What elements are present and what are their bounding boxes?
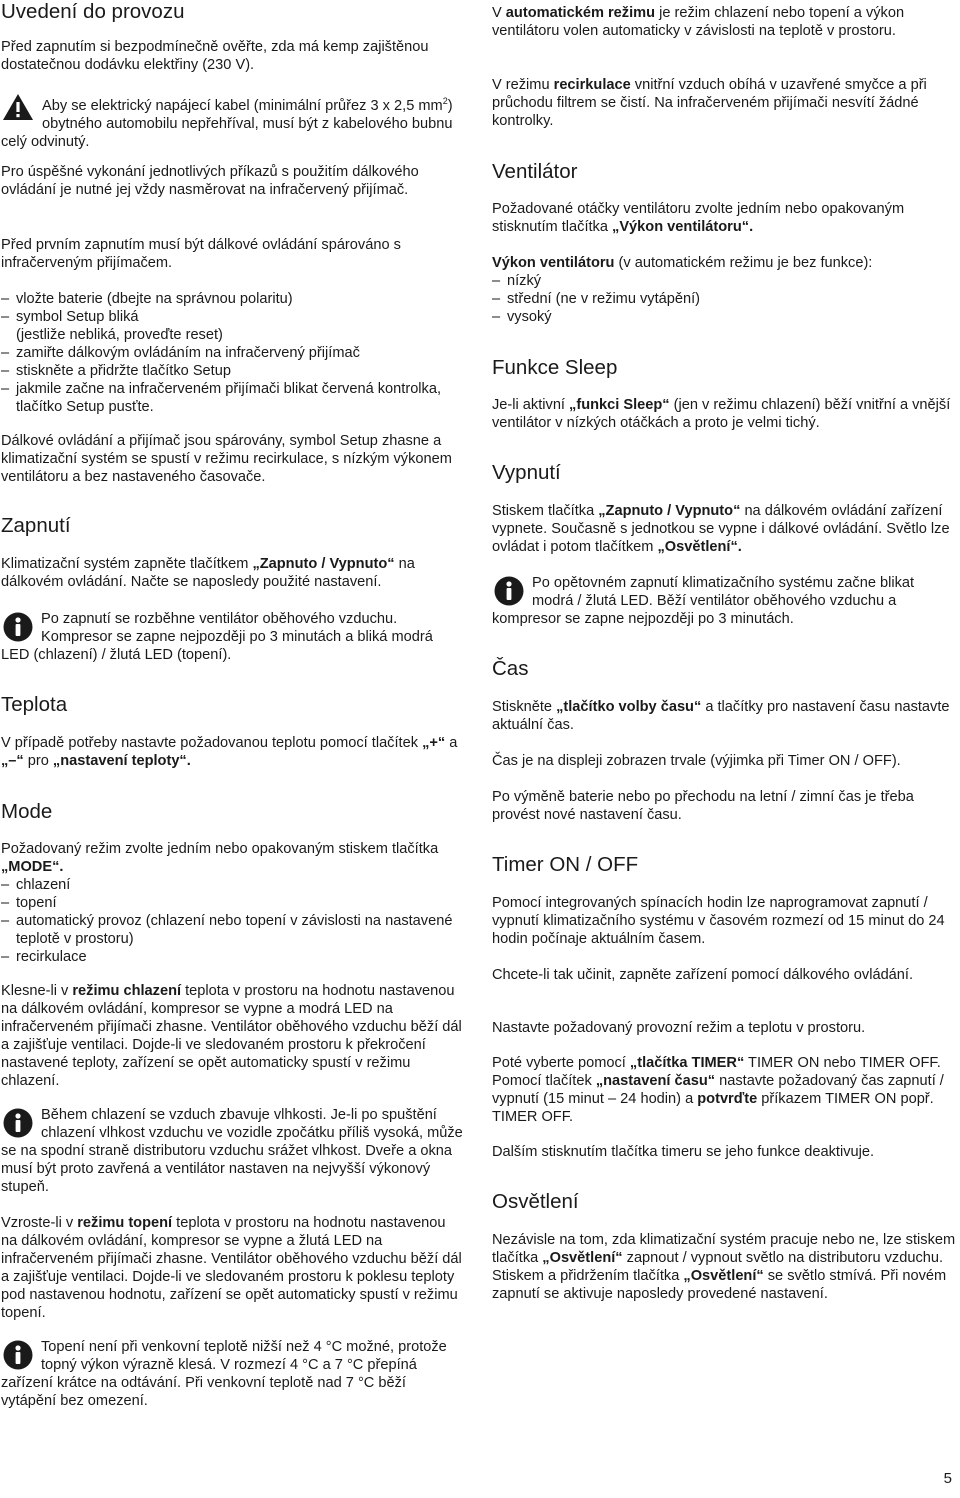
info-icon — [3, 1108, 33, 1138]
zapnuti-info: Po zapnutí se rozběhne ventilátor oběhového vzduchu. Kompresor se zapne nejpozději po 3 minutách a bliká modrá LED (chlazení) / žlutá LED (topení). — [1, 611, 433, 663]
uvedeni-paragraph-3: Před prvním zapnutím musí být dálkové ovládání spárováno s infračerveným přijímačem. — [1, 237, 401, 271]
list-item: – jakmile začne na infračerveném přijímači blikat červená kontrolka, tlačítko Setup pusťte. — [1, 381, 442, 415]
warning-icon — [2, 93, 34, 121]
mode-paragraph-cooling: Klesne-li v režimu chlazení teplota v prostoru na hodnotu nastavenou na dálkovém ovládání, kompresor se vypne a modrá LED na infračerveném přijímači zhasne. Ventilátor oběhového vzduchu běží dál a zajišťuje ventilaci. Dojde-li ve sledovaném prostoru k překročení nastavené teploty, zařízení se opět automaticky spustí v režimu chlazení. — [1, 983, 462, 1089]
ventilator-paragraph-1: Požadované otáčky ventilátoru zvolte jedním nebo opakovaným stisknutím tlačítka „Výkon ventilátoru“. — [492, 201, 905, 235]
setup-steps-list — [1, 290, 463, 416]
uvedeni-paragraph-4: Dálkové ovládání a přijímač jsou spárovány, symbol Setup zhasne a klimatizační systém se spustí v režimu recirkulace, s nízkým výkonem ventilátoru a bez nastaveného časovače. — [1, 433, 452, 485]
page-number: 5 — [943, 1470, 952, 1487]
heading-zapnuti: Zapnutí — [1, 514, 71, 537]
mode-paragraph-heating: Vzroste-li v režimu topení teplota v prostoru na hodnotu nastavenou na dálkovém ovládání, kompresor se vypne a žlutá LED na infračerveném přijímači zhasne. Ventilátor oběhového vzduchu běží dál a zajišťuje ventilaci. Dojde-li ve sledovaném prostoru k poklesu teploty pod nastavenou hodnotu, zařízení se opět automaticky spustí v režimu topení. — [1, 1215, 462, 1321]
list-item: – střední (ne v režimu vytápění) — [492, 291, 701, 307]
list-item: – automatický provoz (chlazení nebo topení v závislosti na nastavené teplotě v prostoru) — [1, 913, 453, 947]
heading-cas: Čas — [492, 657, 529, 680]
cas-paragraph-3: Po výměně baterie nebo po přechodu na letní / zimní čas je třeba provést nové nastavení času. — [492, 789, 914, 823]
list-item: – symbol Setup bliká — [1, 309, 139, 325]
uvedeni-paragraph-1: Před zapnutím si bezpodmínečně ověřte, zda má kemp zajištěnou dostatečnou dodávku elektřiny (230 V). — [1, 39, 429, 73]
heading-teplota: Teplota — [1, 693, 68, 716]
heading-ventilator: Ventilátor — [492, 160, 578, 183]
list-item: – vložte baterie (dbejte na správnou polaritu) — [1, 291, 293, 307]
timer-paragraph-2: Chcete-li tak učinit, zapněte zařízení pomocí dálkového ovládání. — [492, 967, 914, 983]
mode-paragraph-1: Požadovaný režim zvolte jedním nebo opakovaným stiskem tlačítka „MODE“. — [1, 841, 439, 875]
heading-timer: Timer ON / OFF — [492, 853, 639, 876]
vypnuti-paragraph: Stiskem tlačítka „Zapnuto / Vypnuto“ na dálkovém ovládání zařízení vypnete. Současně s jednotkou se vypne i dálkové ovládání. Světlo lze ovládat i potom tlačítkem „Osvětlení“. — [492, 503, 950, 555]
info-icon — [3, 612, 33, 642]
vypnuti-info: Po opětovném zapnutí klimatizačního systému začne blikat modrá / žlutá LED. Běží ventilátor oběhového vzduchu a kompresor se zapne nejpozději po 3 minutách. — [492, 575, 915, 627]
list-item: – vysoký — [492, 309, 552, 325]
list-item: – topení — [1, 895, 57, 911]
sleep-paragraph: Je-li aktivní „funkci Sleep“ (jen v režimu chlazení) běží vnitřní a vnější ventilátor v nízkých otáčkách a proto je velmi tichý. — [492, 397, 951, 431]
list-item: – recirkulace — [1, 949, 87, 965]
timer-paragraph-3: Nastavte požadovaný provozní režim a teplotu v prostoru. — [492, 1020, 866, 1036]
timer-paragraph-1: Pomocí integrovaných spínacích hodin lze naprogramovat zapnutí / vypnutí klimatizačního systému v časovém rozmezí od 15 minut do 24 hodin počínaje aktuálním časem. — [492, 895, 945, 947]
heading-mode: Mode — [1, 800, 53, 823]
mode-list — [1, 876, 463, 966]
recirculation-paragraph: V režimu recirkulace vnitřní vzduch obíhá v uzavřené smyčce a při průchodu filtrem se čistí. Na infračerveném přijímači nesvítí žádné kontrolky. — [492, 77, 927, 129]
list-item: – chlazení — [1, 877, 71, 893]
heading-uvedeni: Uvedení do provozu — [1, 0, 185, 23]
list-item: – zamiřte dálkovým ovládáním na infračervený přijímač — [1, 345, 360, 361]
cas-paragraph-2: Čas je na displeji zobrazen trvale (výjimka při Timer ON / OFF). — [492, 753, 901, 769]
teplota-paragraph: V případě potřeby nastavte požadovanou teplotu pomocí tlačítek „+“ a „–“ pro „nastavení teploty“. — [1, 735, 458, 769]
warning-text-b: ) obytného automobilu nepřehříval, musí být z kabelového bubnu celý odvinutý. — [1, 97, 453, 150]
timer-paragraph-4: Poté vyberte pomocí „tlačítka TIMER“ TIMER ON nebo TIMER OFF. Pomocí tlačítek „nastavení času“ nastavte požadovaný čas zapnutí / vypnutí (15 minut – 24 hodin) a potvrďte příkazem TIMER ON popř. TIMER OFF. — [492, 1055, 944, 1125]
zapnuti-paragraph: Klimatizační systém zapněte tlačítkem „Zapnuto / Vypnuto“ na dálkovém ovládání. Načte se naposledy použité nastavení. — [1, 556, 415, 590]
fan-speed-list — [492, 272, 956, 326]
ventilator-paragraph-2: Výkon ventilátoru (v automatickém režimu je bez funkce): — [492, 255, 873, 271]
mode-info-humidity: Během chlazení se vzduch zbavuje vlhkosti. Je-li po spuštění chlazení vlhkost vzduchu ve vozidle zpočátku příliš vysoká, může se na spodní straně distributoru vzduchu srážet vlhkost. Dveře a okna musí být proto zavřená a ventilátor nastaven na nejvyšší výkonový stupeň. — [1, 1107, 463, 1195]
info-icon — [3, 1340, 33, 1370]
list-item: (jestliže nebliká, proveďte reset) — [16, 327, 223, 343]
warning-superscript: 2 — [442, 96, 448, 106]
warning-text-a: Aby se elektrický napájecí kabel (minimální průřez 3 x 2,5 mm — [42, 97, 443, 114]
list-item: – stiskněte a přidržte tlačítko Setup — [1, 363, 231, 379]
uvedeni-paragraph-2: Pro úspěšné vykonání jednotlivých příkazů s použitím dálkového ovládání je nutné jej vždy nasměrovat na infračervený přijímač. — [1, 164, 419, 198]
heading-sleep: Funkce Sleep — [492, 356, 618, 379]
cas-paragraph-1: Stiskněte „tlačítko volby času“ a tlačítky pro nastavení času nastavte aktuální čas. — [492, 699, 950, 733]
mode-info-heating: Topení není při venkovní teplotě nižší než 4 °C možné, protože topný výkon výrazně klesá. V rozmezí 4 °C a 7 °C přepíná zařízení krátce na odtávání. Při venkovní teplotě nad 7 °C běží vytápění bez omezení. — [1, 1339, 447, 1409]
auto-mode-paragraph: V automatickém režimu je režim chlazení nebo topení a výkon ventilátoru volen automaticky v závislosti na teplotě v prostoru. — [492, 5, 905, 39]
osvetleni-paragraph: Nezávisle na tom, zda klimatizační systém pracuje nebo ne, lze stiskem tlačítka „Osvětlení“ zapnout / vypnout světlo na distributoru vzduchu. Stiskem a přidržením tlačítka „Osvětlení“ se světlo stmívá. Při novém zapnutí se aktivuje naposledy provedené nastavení. — [492, 1232, 956, 1302]
list-item: – nízký — [492, 273, 542, 289]
heading-vypnuti: Vypnutí — [492, 461, 561, 484]
heading-osvetleni: Osvětlení — [492, 1190, 579, 1213]
info-icon — [494, 576, 524, 606]
uvedeni-warning — [1, 92, 463, 151]
timer-paragraph-5: Dalším stisknutím tlačítka timeru se jeho funkce deaktivuje. — [492, 1144, 875, 1160]
